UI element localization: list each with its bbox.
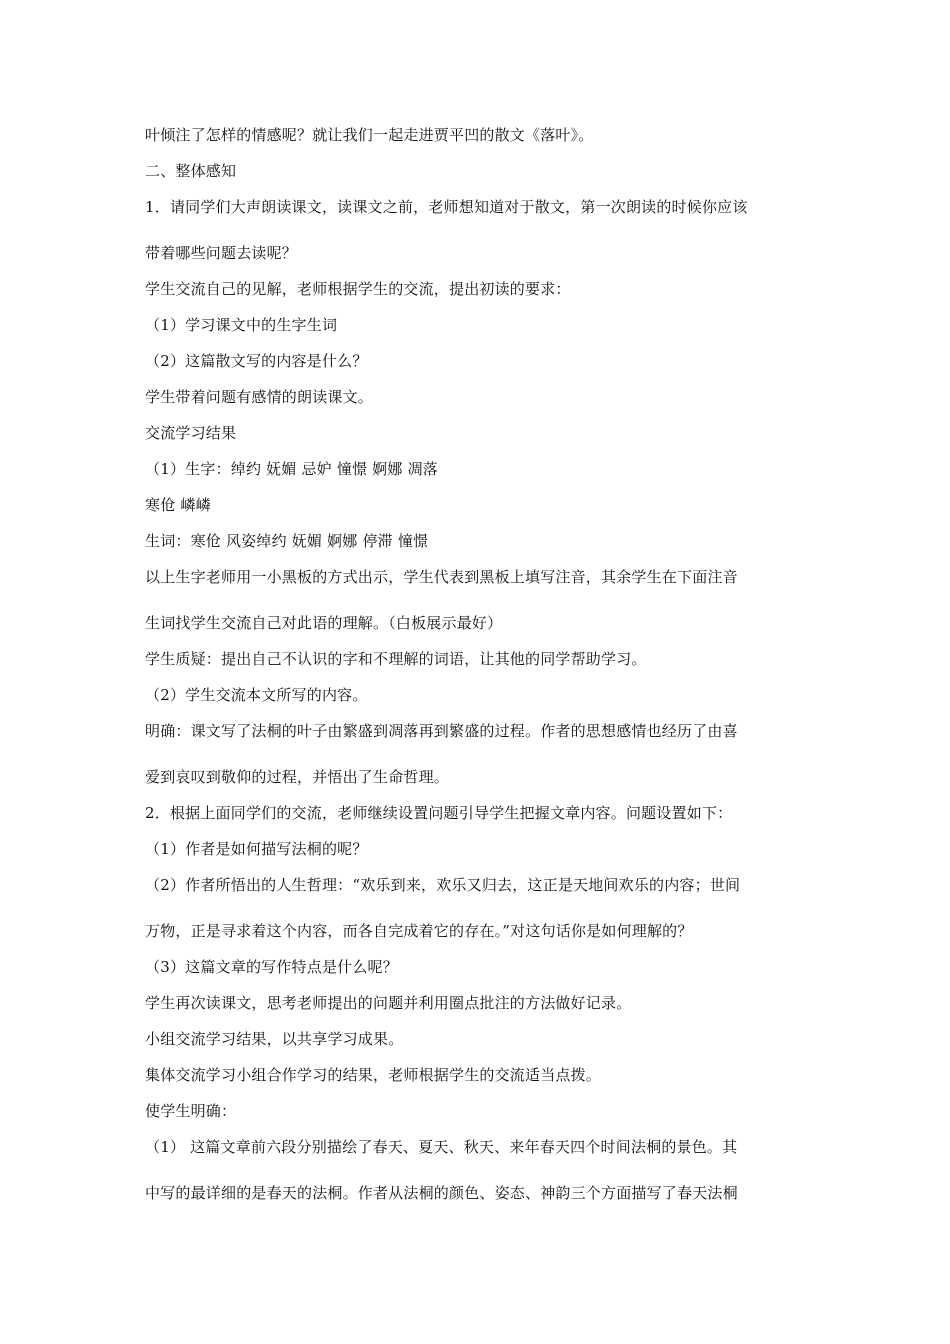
list-item: （3）这篇文章的写作特点是什么呢？ <box>145 958 398 976</box>
paragraph-line: 生词找学生交流自己对此语的理解。（白板展示最好） <box>145 614 503 632</box>
paragraph-line: 交流学习结果 <box>145 424 237 442</box>
paragraph-line: 1．请同学们大声朗读课文，读课文之前，老师想知道对于散文，第一次朗读的时候你应该 <box>145 198 748 216</box>
paragraph-line: 万物，正是寻求着这个内容，而各自完成着它的存在。”对这句话你是如何理解的？ <box>145 922 693 940</box>
paragraph-line: 生词：寒伧 风姿绰约 妩媚 婀娜 停滞 憧憬 <box>145 532 429 550</box>
paragraph-line: 明确：课文写了法桐的叶子由繁盛到凋落再到繁盛的过程。作者的思想感情也经历了由喜 <box>145 722 738 740</box>
document-body <box>145 124 815 1204</box>
list-item: （1）学习课文中的生字生词 <box>145 316 338 334</box>
paragraph-line: 叶倾注了怎样的情感呢？就让我们一起走进贾平凹的散文《落叶》。 <box>145 126 594 144</box>
list-item: （1）作者是如何描写法桐的呢？ <box>145 840 368 858</box>
list-item: （1） 这篇文章前六段分别描绘了春天、夏天、秋天、来年春天四个时间法桐的景色。其 <box>145 1138 738 1156</box>
paragraph-line: 以上生字老师用一小黑板的方式出示，学生代表到黑板上填写注音，其余学生在下面注音 <box>145 568 738 586</box>
section-heading: 二、整体感知 <box>145 162 237 180</box>
paragraph-line: 寒伧 嶙嶙 <box>145 496 211 514</box>
paragraph-line: 带着哪些问题去读呢？ <box>145 244 298 262</box>
list-item: （2）学生交流本文所写的内容。 <box>145 686 368 704</box>
paragraph-line: 小组交流学习结果，以共享学习成果。 <box>145 1030 404 1048</box>
paragraph-line: 中写的最详细的是春天的法桐。作者从法桐的颜色、姿态、神韵三个方面描写了春天法桐 <box>145 1184 738 1202</box>
paragraph-line: 学生带着问题有感情的朗读课文。 <box>145 388 374 406</box>
paragraph-line: 使学生明确： <box>145 1102 237 1120</box>
paragraph-line: 集体交流学习小组合作学习的结果，老师根据学生的交流适当点拨。 <box>145 1066 602 1084</box>
paragraph-line: 学生质疑：提出自己不认识的字和不理解的词语，让其他的同学帮助学习。 <box>145 650 647 668</box>
list-item: （1）生字：绰约 妩媚 忌妒 憧憬 婀娜 凋落 <box>145 460 438 478</box>
list-item: （2）作者所悟出的人生哲理：“欢乐到来，欢乐又归去，这正是天地间欢乐的内容；世间 <box>145 876 741 894</box>
paragraph-line: 学生再次读课文，思考老师提出的问题并利用圈点批注的方法做好记录。 <box>145 994 632 1012</box>
paragraph-line: 2．根据上面同学们的交流，老师继续设置问题引导学生把握文章内容。问题设置如下： <box>145 804 733 822</box>
paragraph-line: 学生交流自己的见解，老师根据学生的交流，提出初读的要求： <box>145 280 571 298</box>
paragraph-line: 爱到哀叹到敬仰的过程，并悟出了生命哲理。 <box>145 768 450 786</box>
list-item: （2）这篇散文写的内容是什么？ <box>145 352 368 370</box>
